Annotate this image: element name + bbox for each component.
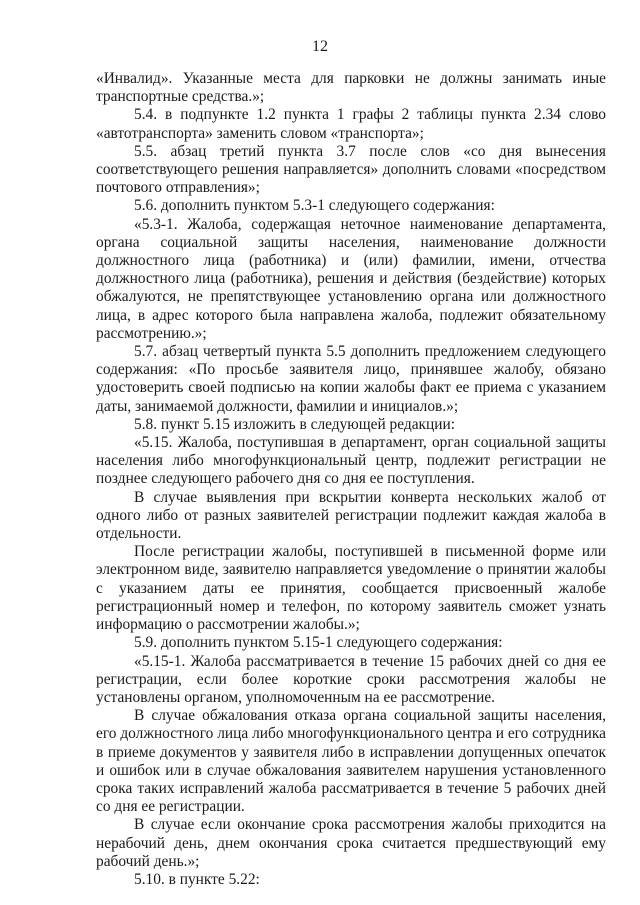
paragraph-5-8: 5.8. пункт 5.15 изложить в следующей редакции: — [134, 415, 455, 433]
paragraph-5-15-text: «5.15. Жалоба, поступившая в департамент, орган социальной защиты населения либо многофункциональный центр, подлежит регистрации не позднее следующего рабочего дня со дня ее поступления. — [96, 434, 606, 488]
paragraph-registration-notice: После регистрации жалобы, поступившей в письменной форме или электронном виде, заявителю направляется уведомление о принятии жалобы с указанием даты ее принятия, сообщается присвоенный жалобе регистрационный номер и телефон, по которому заявитель сможет узнать информацию о рассмотрении жалобы.»; — [96, 543, 606, 634]
paragraph-continuation: «Инвалид». Указанные места для парковки не должны занимать иные транспортные средства.»; — [96, 70, 606, 106]
paragraph-5-6: 5.6. дополнить пунктом 5.3-1 следующего содержания: — [134, 197, 495, 215]
page-number: 12 — [312, 38, 328, 55]
paragraph-5-7: 5.7. абзац четвертый пункта 5.5 дополнить предложением следующего содержания: «По просьбе заявителя лицо, принявшее жалобу, обязано удостоверить своей подписью на копии жалобы факт ее приема с указанием даты, занимаемой должности, фамилии и инициалов.»; — [96, 343, 606, 415]
paragraph-5-15-1-text: «5.15-1. Жалоба рассматривается в течение 15 рабочих дней со дня ее регистрации, если более короткие сроки рассмотрения жалобы не установлены органом, уполномоченным на ее рассмотрение. — [96, 652, 606, 706]
paragraph-multiple-complaints: В случае выявления при вскрытии конверта нескольких жалоб от одного либо от разных заявителей регистрации подлежит каждая жалоба в отдельности. — [96, 488, 606, 543]
paragraph-refusal-appeal: В случае обжалования отказа органа социальной защиты населения, его должностного лица либо многофункционального центра и его сотрудника в приеме документов у заявителя либо в исправлении допущенных опечаток и ошибок или в случае обжалования заявителем нарушения установленного срока таких исправлений жалоба рассматривается в течение 5 рабочих дней со дня ее регистрации. — [96, 707, 606, 816]
paragraph-5-3-1-text: «5.3-1. Жалоба, содержащая неточное наименование департамента, органа социальной защиты населения, наименование должности должностного лица (работника) и (или) фамилии, имени, отчества должностного лица (работника), решения и действия (бездействие) которых обжалуются, не препятствующее установлению органа или должностного лица, в адрес которого была направлена жалоба, подлежит обязательному рассмотрению.»; — [96, 215, 606, 342]
paragraph-5-9: 5.9. дополнить пунктом 5.15-1 следующего содержания: — [134, 634, 503, 652]
paragraph-5-4: 5.4. в подпункте 1.2 пункта 1 графы 2 таблицы пункта 2.34 слово «автотранспорта» заменить словом «транспорта»; — [96, 106, 606, 142]
document-body — [96, 70, 606, 889]
paragraph-5-10: 5.10. в пункте 5.22: — [134, 870, 260, 888]
paragraph-nonworking-day: В случае если окончание срока рассмотрения жалобы приходится на нерабочий день, днем окончания срока считается предшествующий ему рабочий день.»; — [96, 816, 606, 870]
paragraph-5-5: 5.5. абзац третий пункта 3.7 после слов «со дня вынесения соответствующего решения направляется» дополнить словами «посредством почтового отправления»; — [96, 142, 606, 197]
